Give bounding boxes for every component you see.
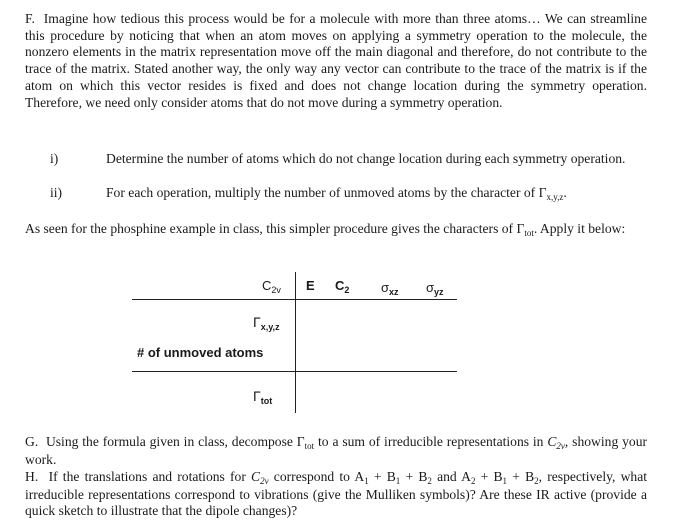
- step-2-text-after: .: [563, 185, 567, 200]
- section-f: [25, 11, 647, 111]
- section-h-label: H.: [25, 469, 39, 484]
- row-gamma-xyz-subscript: x,y,z: [260, 322, 280, 332]
- header-sigma-yz: [426, 280, 444, 295]
- sub-2b: 2: [470, 476, 476, 486]
- section-g-gamma: Γ: [296, 434, 305, 449]
- header-c2-label: C: [335, 278, 345, 293]
- header-sigma-yz-subscript: yz: [434, 287, 444, 297]
- step-1-text: Determine the number of atoms which do not change location during each symmetry operation.: [106, 151, 626, 166]
- sub-2: 2: [427, 476, 432, 486]
- section-g-after: , showing your work.: [25, 434, 648, 467]
- section-h-group-subscript: 2v: [260, 476, 269, 486]
- section-g-group-subscript: 2v: [556, 441, 565, 451]
- section-g-group: C: [547, 434, 557, 449]
- row-gamma-tot-symbol: Γ: [253, 388, 261, 404]
- header-e-label: E: [306, 278, 315, 293]
- header-sigma-xz-subscript: xz: [389, 287, 399, 297]
- header-c2: [335, 278, 349, 293]
- table-header-rule: [132, 299, 457, 300]
- row-gamma-xyz: [253, 314, 280, 330]
- section-h: H. If the translations and rotations for $C_{2v}$ correspond to $A_1 + B_1 + B_2$ and $A_2 + B_1 + B_2$, respectively, what irreducible representations correspond to vibrations (give the Mulliken symbols)? Are these IR active (provide a quick sketch to illustrate that the dipole changes)?: [25, 469, 648, 519]
- header-sigma-xz: [381, 280, 399, 295]
- header-c2-subscript: 2: [344, 285, 350, 295]
- header-sigma-yz-label: σ: [426, 280, 435, 295]
- gamma-tot-subscript: tot: [524, 228, 534, 238]
- sub-1c: 1: [502, 476, 508, 486]
- section-h-group: C: [251, 469, 261, 484]
- apply-text-after: . Apply it below:: [533, 221, 626, 236]
- row-gamma-xyz-symbol: Γ: [253, 314, 261, 330]
- gamma-symbol: Γ: [538, 185, 547, 200]
- section-g-gamma-subscript: tot: [304, 441, 315, 451]
- row-gamma-tot-subscript: tot: [260, 396, 273, 406]
- section-g-label: G.: [25, 434, 39, 449]
- gamma-subscript: x,y,z: [546, 192, 564, 202]
- table-row-rule: [132, 371, 457, 372]
- table-group-subscript: 2v: [271, 285, 281, 295]
- sub-1: 1: [364, 476, 369, 486]
- step-2-text-before: For each operation, multiply the number of unmoved atoms by the character of: [106, 185, 539, 200]
- section-f-label: F.: [25, 11, 35, 26]
- header-e: [306, 278, 315, 293]
- sub-2c: 2: [534, 476, 539, 486]
- gamma-tot-symbol: Γ: [516, 221, 525, 236]
- section-h-middle: correspond to A: [268, 469, 365, 484]
- apply-text-before: As seen for the phosphine example in class, this simpler procedure gives the characters of: [25, 221, 517, 236]
- table-point-group: [262, 278, 281, 293]
- section-h-after: , respectively, what irreducible representations correspond to vibrations (give the Mulliken symbols)? Are these IR active (provide a quick sketch to illustrate that the dipole changes)?: [25, 469, 648, 519]
- table-group-letter: C: [262, 278, 272, 293]
- step-1-number: i): [50, 151, 59, 166]
- row-gamma-tot: [253, 388, 272, 404]
- sub-1b: 1: [395, 476, 401, 486]
- apply-instruction: [25, 221, 647, 239]
- header-sigma-xz-label: σ: [381, 280, 390, 295]
- section-f-text: Imagine how tedious this process would be for a molecule with more than three atoms… We can streamline this procedure by noticing that when an atom moves on applying a symmetry operation to the molecule, the nonzero elements in the matrix representation move off the main diagonal and therefore, do not contribute to the trace of the matrix. Stated another way, the only way any vector can contribute to the trace of the matrix is if the atom on which this vector resides is fixed and does not change location during the symmetry operation. Therefore, we need only consider atoms that do not move during a symmetry operation.: [25, 11, 648, 110]
- section-g-middle: to a sum of irreducible representations in: [314, 434, 548, 449]
- step-2-text: [106, 185, 647, 203]
- section-g-before: Using the formula given in class, decompose: [45, 434, 297, 449]
- section-h-before: If the translations and rotations for: [48, 469, 252, 484]
- section-g: [25, 434, 647, 468]
- table-vertical-rule: [295, 272, 296, 413]
- row-unmoved-atoms: # of unmoved atoms: [137, 345, 264, 360]
- step-2-number: ii): [50, 185, 63, 200]
